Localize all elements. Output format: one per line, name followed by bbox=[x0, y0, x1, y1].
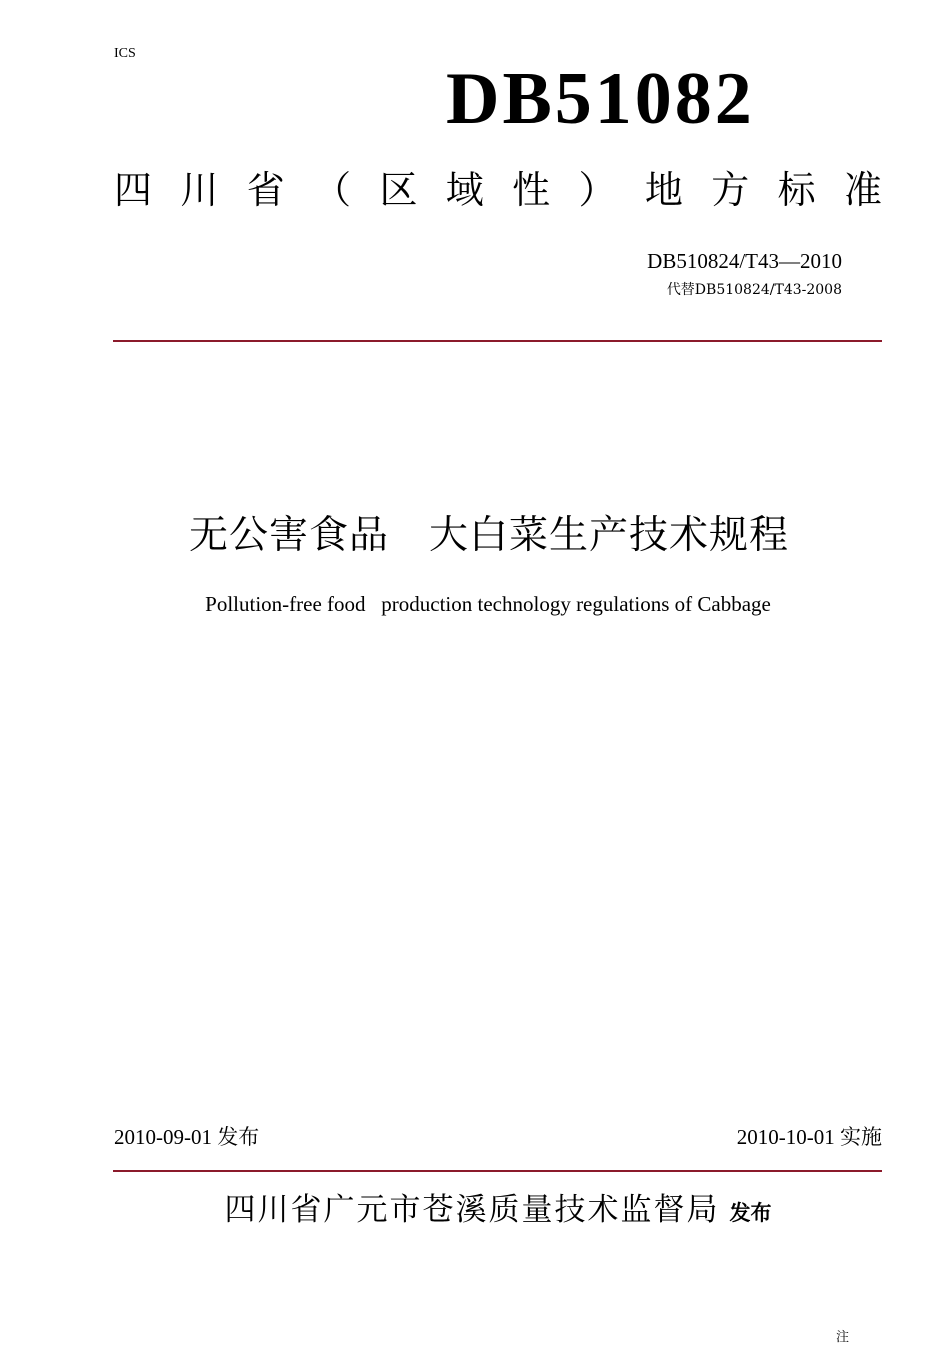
standard-type bbox=[114, 170, 882, 212]
issuing-authority bbox=[0, 1184, 950, 1229]
standard-type-char: 区 bbox=[379, 168, 418, 212]
standard-code-prefix: DB51082 bbox=[446, 58, 755, 140]
standard-type-char: 地 bbox=[644, 168, 683, 212]
authority-suffix: 发布 bbox=[729, 1201, 772, 1225]
title-english: Pollution-free food production technology regulations of Cabbage bbox=[205, 592, 771, 616]
header-divider bbox=[113, 340, 882, 342]
ics-label: ICS bbox=[114, 46, 136, 61]
standard-type-char: 性 bbox=[512, 168, 551, 212]
standard-type-char: 域 bbox=[445, 168, 484, 212]
standard-type-char: ） bbox=[578, 168, 617, 212]
standard-type-char: 标 bbox=[777, 168, 816, 212]
standard-type-char: 准 bbox=[843, 168, 882, 212]
authority-name: 四川省广元市苍溪质量技术监督局 bbox=[224, 1192, 720, 1228]
standard-type-char: （ bbox=[313, 168, 352, 212]
standard-number: DB510824/T43—2010 bbox=[647, 249, 842, 273]
title-chinese: 无公害食品 大白菜生产技术规程 bbox=[188, 513, 789, 558]
issue-date: 2010-09-01 发布 bbox=[114, 1125, 260, 1149]
standard-type-char: 四 bbox=[114, 168, 153, 212]
replaces-standard: 代替DB510824/T43-2008 bbox=[666, 282, 842, 298]
footer-divider bbox=[113, 1170, 882, 1172]
implementation-date: 2010-10-01 实施 bbox=[736, 1125, 882, 1149]
footnote-mark: 注 bbox=[836, 1330, 850, 1345]
standard-type-char: 方 bbox=[711, 168, 750, 212]
standard-type-char: 省 bbox=[246, 168, 285, 212]
standard-type-char: 川 bbox=[180, 168, 219, 212]
